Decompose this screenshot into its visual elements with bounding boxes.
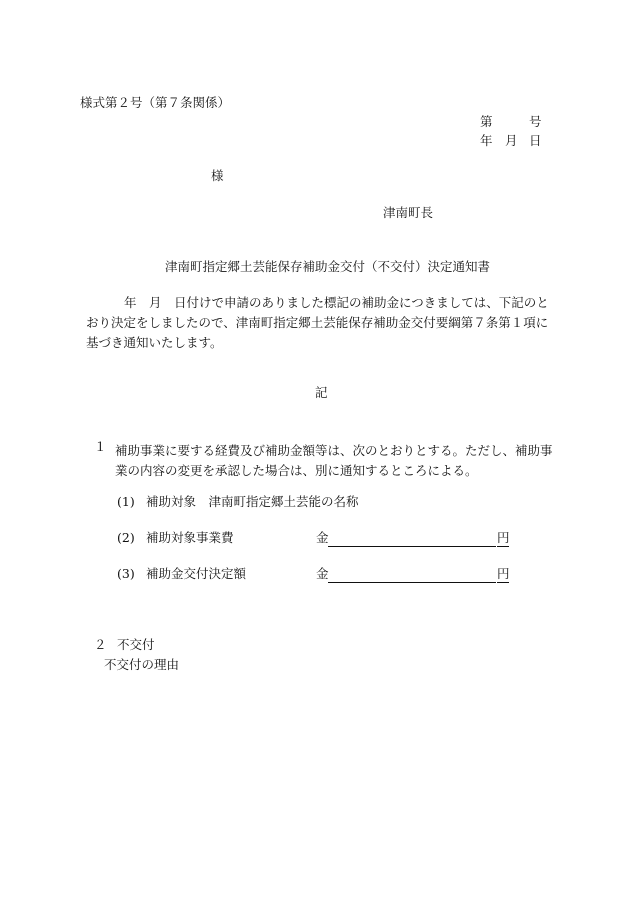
issuer-name: 津南町長 — [383, 205, 434, 220]
item3-suffix: 円 — [497, 566, 510, 581]
item2-prefix: 金 — [316, 530, 329, 545]
addressee-honorific: 様 — [211, 168, 224, 183]
item2-amount-line — [328, 546, 496, 547]
doc-number-prefix: 第 — [480, 114, 493, 129]
item2-suffix-underline — [497, 546, 509, 547]
document-title: 津南町指定郷土芸能保存補助金交付（不交付）決定通知書 — [165, 259, 491, 274]
item3-number: (3) — [117, 566, 135, 581]
item3-amount-line — [328, 582, 496, 583]
date-month: 月 — [505, 133, 518, 148]
item3-suffix-underline — [497, 582, 509, 583]
date-day: 日 — [529, 133, 542, 148]
form-number: 様式第２号（第７条関係） — [80, 95, 231, 110]
body-paragraph: 年 月 日付けで申請のありました標記の補助金につきましては、下記のとおり決定をしましたので、津南町指定郷土芸能保存補助金交付要綱第７条第１項に基づき通知いたします。 — [86, 295, 549, 350]
ki-heading: 記 — [315, 385, 328, 400]
doc-number-suffix: 号 — [529, 114, 542, 129]
item3-prefix: 金 — [316, 566, 329, 581]
item2-label: 補助対象事業費 — [146, 530, 234, 545]
date-year: 年 — [480, 133, 493, 148]
section1-text: 補助事業に要する経費及び補助金額等は、次のとおりとする。ただし、補助事業の内容の変更を承認した場合は、別に通知するところによる。 — [115, 443, 553, 478]
item1-number: (1) — [117, 494, 135, 509]
item3-label: 補助金交付決定額 — [146, 566, 247, 581]
section2-number: ２ — [94, 637, 107, 652]
item2-suffix: 円 — [497, 530, 510, 545]
section1-number: １ — [94, 439, 107, 454]
section2-reason-label: 不交付の理由 — [104, 657, 180, 672]
section2-heading: 不交付 — [117, 637, 155, 652]
item2-number: (2) — [117, 530, 135, 545]
item1-label: 補助対象 津南町指定郷土芸能の名称 — [146, 494, 359, 509]
